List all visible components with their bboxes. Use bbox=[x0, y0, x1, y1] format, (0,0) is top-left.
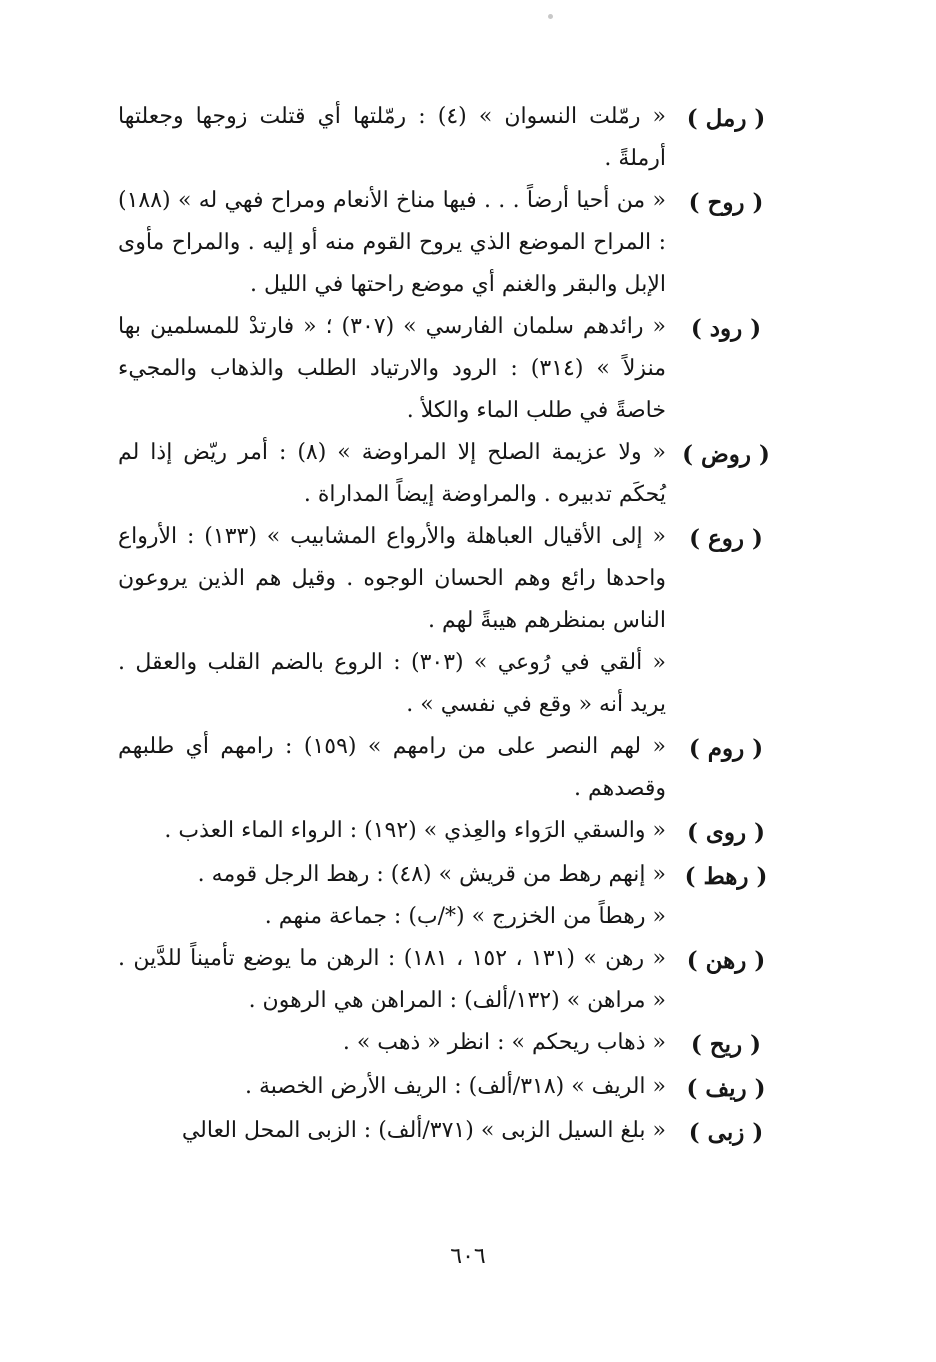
definition-paragraph: « إنهم رهط من قريش » (٤٨) : رهط الرجل قومه . bbox=[197, 862, 666, 887]
entry-definition bbox=[118, 306, 666, 432]
definition-paragraph: « ذهاب ريحكم » : انظر « ذهب » . bbox=[342, 1030, 666, 1055]
definition-paragraph: « رهن » (١٣١ ، ١٥٢ ، ١٨١) : الرهن ما يوضع تأميناً للدَّين . « مراهن » (١٣٢/ألف) : المراهن هي الرهون . bbox=[118, 946, 666, 1013]
entry-root-word: ( زبى ) bbox=[688, 1119, 764, 1146]
entry-definition bbox=[118, 938, 666, 1022]
dictionary-entry bbox=[118, 1066, 786, 1110]
entry-definition bbox=[118, 726, 666, 810]
dictionary-entry bbox=[118, 1110, 786, 1154]
dictionary-entry bbox=[118, 516, 786, 726]
definition-paragraph: « إلى الأقيال العباهلة والأرواع المشابيب » (١٣٣) : الأرواع واحدها رائع وهم الحسان الوجوه . وقيل هم الذين يروعون الناس بمنظرهم هيبةً لهم . bbox=[118, 524, 666, 633]
entry-root-word: ( رمل ) bbox=[686, 105, 766, 132]
definition-paragraph: « الريف » (٣١٨/ألف) : الريف الأرض الخصبة . bbox=[244, 1074, 666, 1099]
entry-definition bbox=[118, 180, 666, 306]
entry-definition bbox=[118, 1066, 666, 1110]
dictionary-entry bbox=[118, 432, 786, 516]
entry-definition bbox=[118, 1022, 666, 1066]
entry-root-word: ( ريح ) bbox=[690, 1031, 762, 1058]
entry-root-word: ( روض ) bbox=[682, 441, 770, 468]
definition-paragraph: « ألقي في رُوعي » (٣٠٣) : الروع بالضم القلب والعقل . يريد أنه « وقع في نفسي » . bbox=[118, 650, 666, 717]
definition-paragraph: « رهطاً من الخزرج » (*/ب) : جماعة منهم . bbox=[264, 904, 666, 929]
entry-root-word: ( روم ) bbox=[688, 735, 764, 762]
entry-root-word: ( روى ) bbox=[687, 819, 765, 846]
entry-root-word: ( رهط ) bbox=[684, 863, 768, 890]
definition-paragraph: « والسقي الرَواء والعِذي » (١٩٢) : الرواء الماء العذب . bbox=[164, 818, 666, 843]
definition-paragraph: « رمّلت النسوان » (٤) : رمّلتها أي قتلت زوجها وجعلتها أرملةً . bbox=[118, 104, 667, 171]
page-number: ٦٠٦ bbox=[450, 1244, 486, 1269]
entry-root-word: ( روع ) bbox=[689, 525, 763, 552]
definition-paragraph: « لهم النصر على من رامهم » (١٥٩) : رامهم أي طلبهم وقصدهم . bbox=[118, 734, 666, 801]
definition-paragraph: « من أحيا أرضاً . . . فيها مناخ الأنعام ومراح فهي له » (١٨٨) : المراح الموضع الذي يروح القوم منه أو إليه . والمراح مأوى الإبل والبقر والغنم أي موضع راحتها في الليل . bbox=[118, 188, 666, 297]
entry-root-word: ( رود ) bbox=[690, 315, 762, 342]
entry-list bbox=[118, 96, 786, 1154]
entry-root-word: ( رهن ) bbox=[686, 947, 766, 974]
definition-paragraph: « ولا عزيمة الصلح إلا المراوضة » (٨) : أمر ريّض إذا لم يُحكَم تدبيره . والمراوضة إيضاً المداراة . bbox=[118, 440, 666, 507]
scan-speck bbox=[548, 14, 553, 19]
entry-definition bbox=[118, 432, 666, 516]
definition-paragraph: « بلغ السيل الزبى » (٣٧١/ألف) : الزبى المحل العالي bbox=[181, 1118, 666, 1143]
dictionary-entry bbox=[118, 938, 786, 1022]
entry-definition bbox=[118, 1110, 666, 1154]
entry-root-word: ( روح ) bbox=[688, 189, 764, 216]
entry-definition bbox=[118, 516, 666, 726]
dictionary-entry bbox=[118, 96, 786, 180]
dictionary-entry bbox=[118, 180, 786, 306]
entry-definition bbox=[118, 96, 666, 180]
entry-root-word: ( ريف ) bbox=[686, 1075, 766, 1102]
entry-definition bbox=[118, 810, 666, 854]
dictionary-entry bbox=[118, 726, 786, 810]
dictionary-entry bbox=[118, 810, 786, 854]
dictionary-entry bbox=[118, 306, 786, 432]
dictionary-entry bbox=[118, 854, 786, 938]
definition-paragraph: « رائدهم سلمان الفارسي » (٣٠٧) ؛ « فارتدْ للمسلمين بها منزلاً » (٣١٤) : الرود والارتياد الطلب والذهاب والمجيء خاصةً في طلب الماء والكلأ . bbox=[118, 314, 666, 423]
dictionary-entry bbox=[118, 1022, 786, 1066]
entry-definition bbox=[118, 854, 666, 938]
